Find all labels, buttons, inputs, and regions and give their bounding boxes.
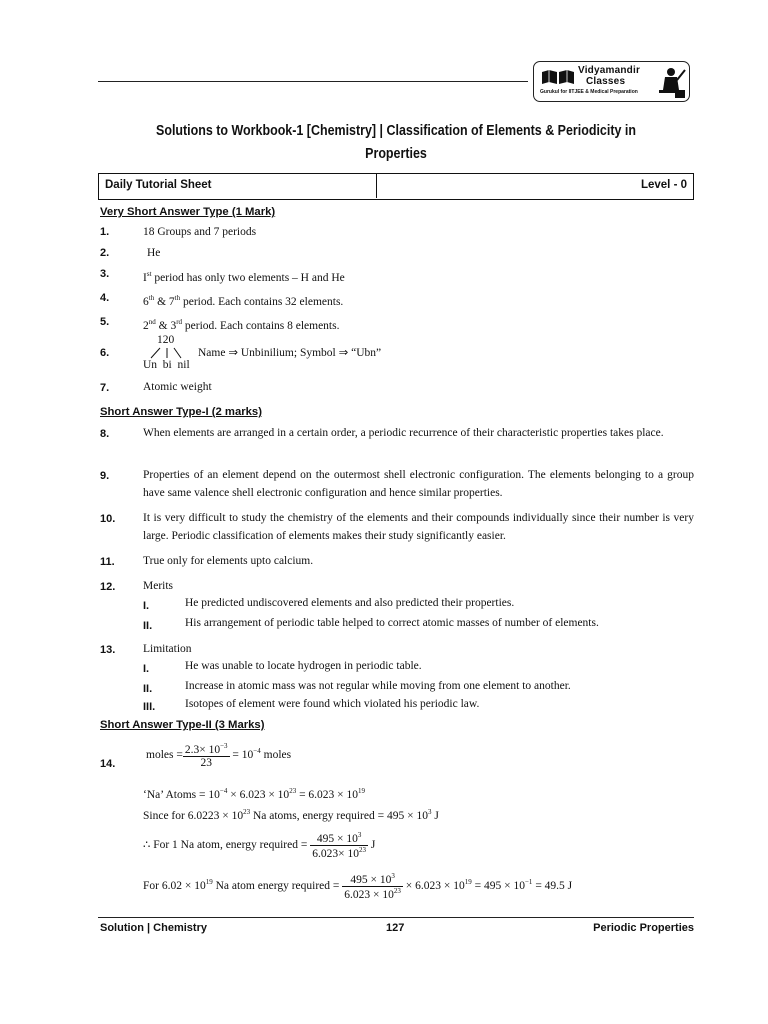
sub-item-number: II.: [143, 683, 153, 695]
sub-item-text: His arrangement of periodic table helped to correct atomic masses of number of elements.: [185, 617, 599, 629]
footer-chapter: Periodic Properties: [593, 922, 694, 934]
energy-per-atom-equation: ∴ For 1 Na atom, energy required = $\frac{495 \times 10^3}{6.023\times 10^{23}}$ J: [143, 831, 376, 860]
section-heading: Very Short Answer Type (1 Mark): [100, 206, 276, 218]
iupac-name-diagram: [143, 334, 195, 374]
question-number: 10.: [100, 513, 116, 525]
logo-name: Vidyamandir Classes: [578, 65, 641, 87]
header-rule: [98, 81, 528, 82]
question-number: 6.: [100, 347, 110, 359]
sub-item-number: II.: [143, 620, 153, 632]
level-label: Level - 0: [640, 179, 687, 191]
answer-text: 18 Groups and 7 periods: [143, 226, 257, 238]
question-number: 7.: [100, 382, 110, 394]
answer-text: Limitation: [143, 643, 192, 655]
sheet-label: Daily Tutorial Sheet: [105, 179, 212, 191]
question-number: 13.: [100, 644, 116, 656]
answer-text: Ist period has only two elements – H and He: [143, 270, 345, 284]
sub-item-number: I.: [143, 600, 150, 612]
answer-text: 6th & 7th period. Each contains 32 elements.: [143, 294, 344, 308]
sub-item-text: Increase in atomic mass was not regular while moving from one element to another.: [185, 680, 571, 692]
final-energy-equation: For $6.02 \times 10^{19}$ Na atom energy required = $\frac{495 \times 10^3}{6.023 \times 10^{23}}$ × $6.023 \times 10^{19} = 495 \times 10^{-1} = 49.5$ J: [143, 872, 573, 901]
section-heading: Short Answer Type-II (3 Marks): [100, 719, 265, 731]
answer-text: Properties of an element depend on the outermost shell electronic configuration. The elements belonging to a group have same valence shell electronic configuration and hence similar properties.: [143, 469, 694, 499]
sub-item-text: Isotopes of element were found which violated his periodic law.: [185, 698, 480, 710]
answer-text: It is very difficult to study the chemistry of the elements and their compounds individually since their number is very large. Periodic classification of elements makes their study significantly easier.: [143, 512, 694, 542]
moles-equation: moles = $\frac{2.3\times 10^{-3}}{23}$ = $10^{-4}$ moles: [146, 742, 292, 769]
logo-tagline: Gurukul for IITJEE & Medical Preparation: [540, 89, 638, 95]
moles-fraction: $\frac{2.3\times 10^{-3}}{23}$: [184, 742, 228, 769]
question-number: 2.: [100, 247, 110, 259]
question-number: 1.: [100, 226, 110, 238]
split-lines: [143, 346, 195, 360]
page-number: 127: [386, 922, 405, 934]
question-number: 4.: [100, 292, 110, 304]
answer-text: True only for elements upto calcium.: [143, 555, 314, 567]
sub-item-text: He predicted undiscovered elements and also predicted their properties.: [185, 597, 515, 609]
answer-text: 2nd & 3rd period. Each contains 8 elements.: [143, 318, 340, 332]
atoms-equation: ‘Na’ Atoms = $10^{-4} \times 6.023 \times 10^{23} = 6.023 \times 10^{19}$: [143, 787, 366, 801]
answer-text: Atomic weight: [143, 381, 212, 393]
name-roots: Un bi nil: [143, 359, 190, 371]
sheet-divider: [376, 174, 377, 198]
question-number: 5.: [100, 316, 110, 328]
atomic-number: 120: [157, 334, 175, 346]
footer-subject: Solution | Chemistry: [100, 922, 207, 934]
books-icon: [541, 69, 575, 85]
answer-text: He: [147, 247, 161, 259]
tutorial-sheet-bar: [98, 173, 694, 200]
answer-text: When elements are arranged in a certain order, a periodic recurrence of their characteristic properties takes place.: [143, 427, 664, 439]
question-number: 3.: [100, 268, 110, 280]
sub-item-text: He was unable to locate hydrogen in periodic table.: [185, 660, 422, 672]
section-heading: Short Answer Type-I (2 marks): [100, 406, 262, 418]
sub-item-number: III.: [143, 701, 156, 713]
final-energy-fraction: $\frac{495 \times 10^3}{6.023 \times 10^{23}}$: [344, 872, 401, 901]
energy-per-atom-fraction: $\frac{495 \times 10^3}{6.023\times 10^{23}}$: [312, 831, 366, 860]
answer-text: Merits: [143, 580, 174, 592]
answer-text: Name ⇒ Unbinilium; Symbol ⇒ “Ubn”: [198, 347, 382, 359]
question-number: 12.: [100, 581, 116, 593]
logo: [533, 61, 690, 102]
question-number: 9.: [100, 470, 110, 482]
footer-rule: [98, 917, 694, 918]
teacher-figure-icon: [657, 66, 687, 99]
question-number: 11.: [100, 556, 115, 568]
question-number: 14.: [100, 758, 116, 770]
energy-statement: Since for $6.0223 \times 10^{23}$ Na atoms, energy required = $495 \times 10^3$ J: [143, 808, 439, 822]
sub-item-number: I.: [143, 663, 150, 675]
question-number: 8.: [100, 428, 110, 440]
page-title: Solutions to Workbook-1 [Chemistry] | Classification of Elements & Periodicity in Properties: [156, 123, 636, 162]
